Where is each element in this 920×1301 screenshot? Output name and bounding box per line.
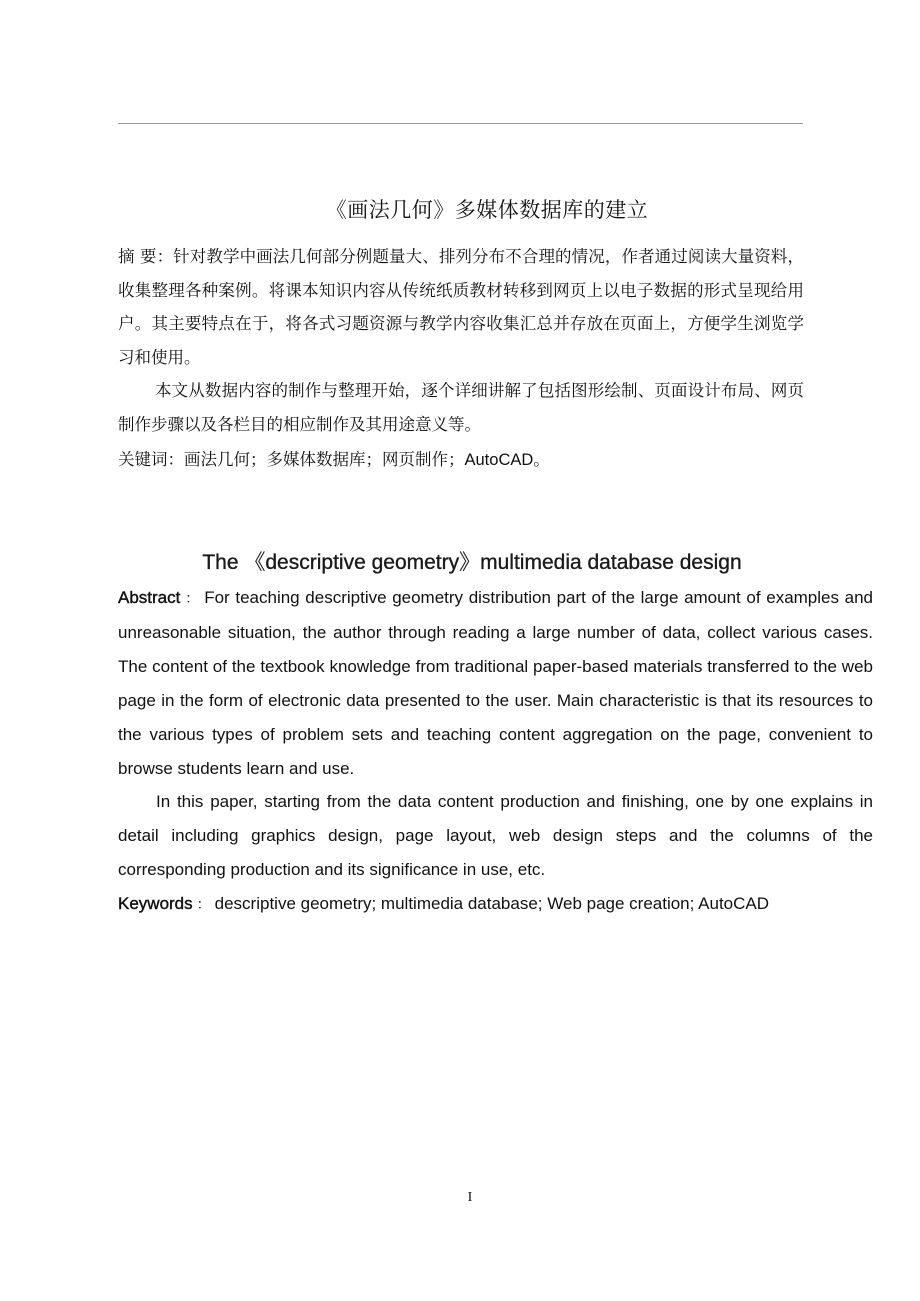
chinese-keywords-label: 关键词 (118, 450, 168, 469)
chinese-abstract-separator: ： (156, 247, 174, 266)
chinese-abstract-label: 摘 要 (118, 247, 157, 266)
chinese-abstract (118, 240, 804, 374)
english-abstract (118, 581, 873, 786)
chinese-title: 《画法几何》多媒体数据库的建立 (325, 198, 649, 222)
english-keywords-separator: ： (196, 897, 211, 913)
english-abstract-label: Abstract (118, 588, 181, 607)
english-keywords-text: descriptive geometry; multimedia database; Web page creation; AutoCAD (214, 894, 770, 913)
chinese-paragraph-2: 本文从数据内容的制作与整理开始，逐个详细讲解了包括图形绘制、页面设计布局、网页制作步骤以及各栏目的相应制作及其用途意义等。 (118, 381, 804, 434)
page-number: I (467, 1190, 473, 1205)
english-paragraph-2: In this paper, starting from the data content production and finishing, one by one explains in detail including graphics design, page layout, web design steps and the columns of the corresponding production and its significance in use, etc. (118, 792, 873, 879)
chinese-abstract-text: 针对教学中画法几何部分例题量大、排列分布不合理的情况，作者通过阅读大量资料，收集整理各种案例。将课本知识内容从传统纸质教材转移到网页上以电子数据的形式呈现给用户。其主要特点在于，将各式习题资源与教学内容收集汇总并存放在页面上，方便学生浏览学习和使用。 (118, 247, 805, 367)
english-keywords-label: Keywords (118, 894, 193, 913)
chinese-keywords-autocad: AutoCAD (464, 451, 534, 469)
chinese-keywords-period: 。 (533, 450, 550, 469)
english-abstract-separator: ： (184, 591, 201, 607)
english-abstract-text: For teaching descriptive geometry distribution part of the large amount of examples and unreasonable situation, the author through reading a large number of data, collect various cases. The content of the textbook knowledge from traditional paper-based materials transferred to the web page in the form of electronic data presented to the user. Main characteristic is that its resources to the various types of problem sets and teaching content aggregation on the page, convenient to browse students learn and use. (118, 588, 874, 778)
chinese-keywords-text: 画法几何；多媒体数据库；网页制作； (184, 450, 465, 469)
header-rule (118, 123, 803, 124)
english-keywords (118, 887, 873, 922)
chinese-keywords-separator: ： (167, 450, 184, 469)
english-title: The 《descriptive geometry》multimedia database design (202, 551, 742, 574)
chinese-keywords (118, 443, 804, 478)
